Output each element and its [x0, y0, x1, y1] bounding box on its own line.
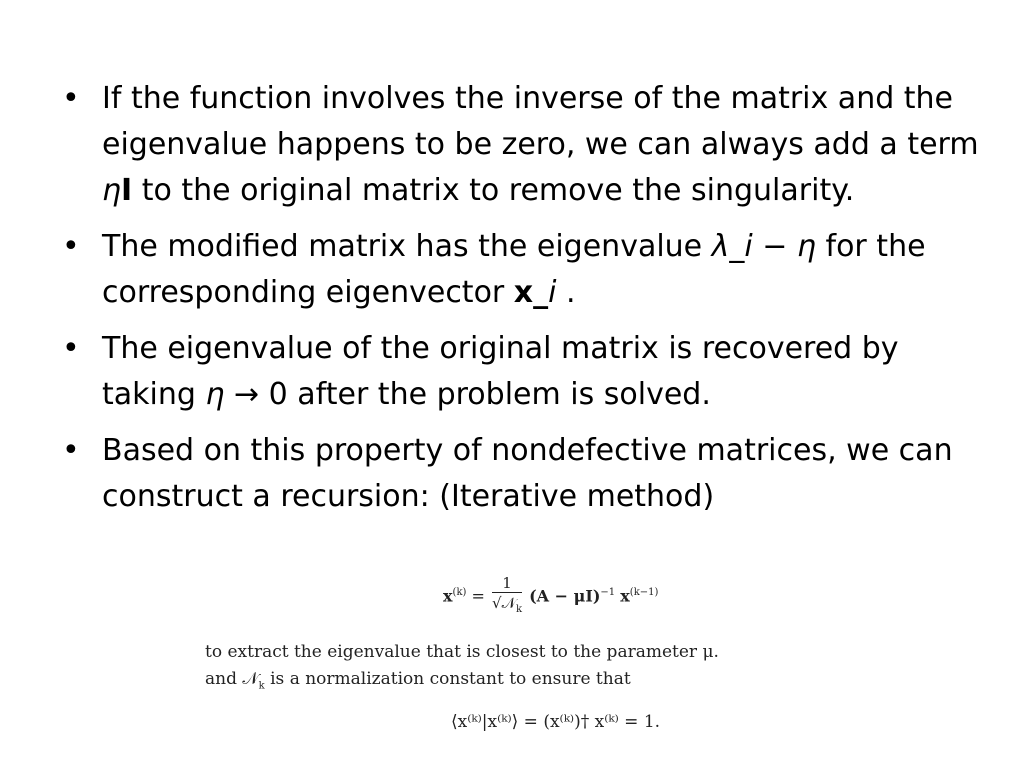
normalization-equation: ⟨x⁽ᵏ⁾|x⁽ᵏ⁾⟩ = (x⁽ᵏ⁾)† x⁽ᵏ⁾ = 1. [451, 712, 661, 732]
bullet-icon: • [62, 331, 80, 366]
bullet-item-1 [62, 76, 992, 214]
recursion-equation: $x^{(k)}$ = $\frac{1}{√𝒩_k}$ $(A - \mu I)^{-1}$ $x^{(k-1)}$ [443, 574, 659, 615]
bullet-text: The eigenvalue of the original matrix is recovered by taking η → 0 after the problem is solved. [102, 331, 899, 412]
bullet-text: Based on this property of nondefective matrices, we can construct a recursion: (Iterative method) [102, 433, 953, 514]
bullet-icon: • [62, 229, 80, 264]
bullet-item-4 [62, 428, 992, 520]
bullet-list [62, 76, 992, 530]
formula-text-line-2: and 𝒩$_k$ is a normalization constant to ensure that [205, 669, 631, 692]
bullet-icon: • [62, 433, 80, 468]
bullet-text: If the function involves the inverse of the matrix and the eigenvalue happens to be zero, we can always add a term ηI to the original matrix to remove the singularity. [102, 81, 979, 208]
bullet-item-3 [62, 326, 992, 418]
bullet-icon: • [62, 81, 80, 116]
bullet-item-2 [62, 224, 992, 316]
formula-text-line-1: to extract the eigenvalue that is closest to the parameter μ. [205, 642, 719, 662]
bullet-text: The modified matrix has the eigenvalue λ_i − η for the corresponding eigenvector x_i . [102, 229, 926, 310]
